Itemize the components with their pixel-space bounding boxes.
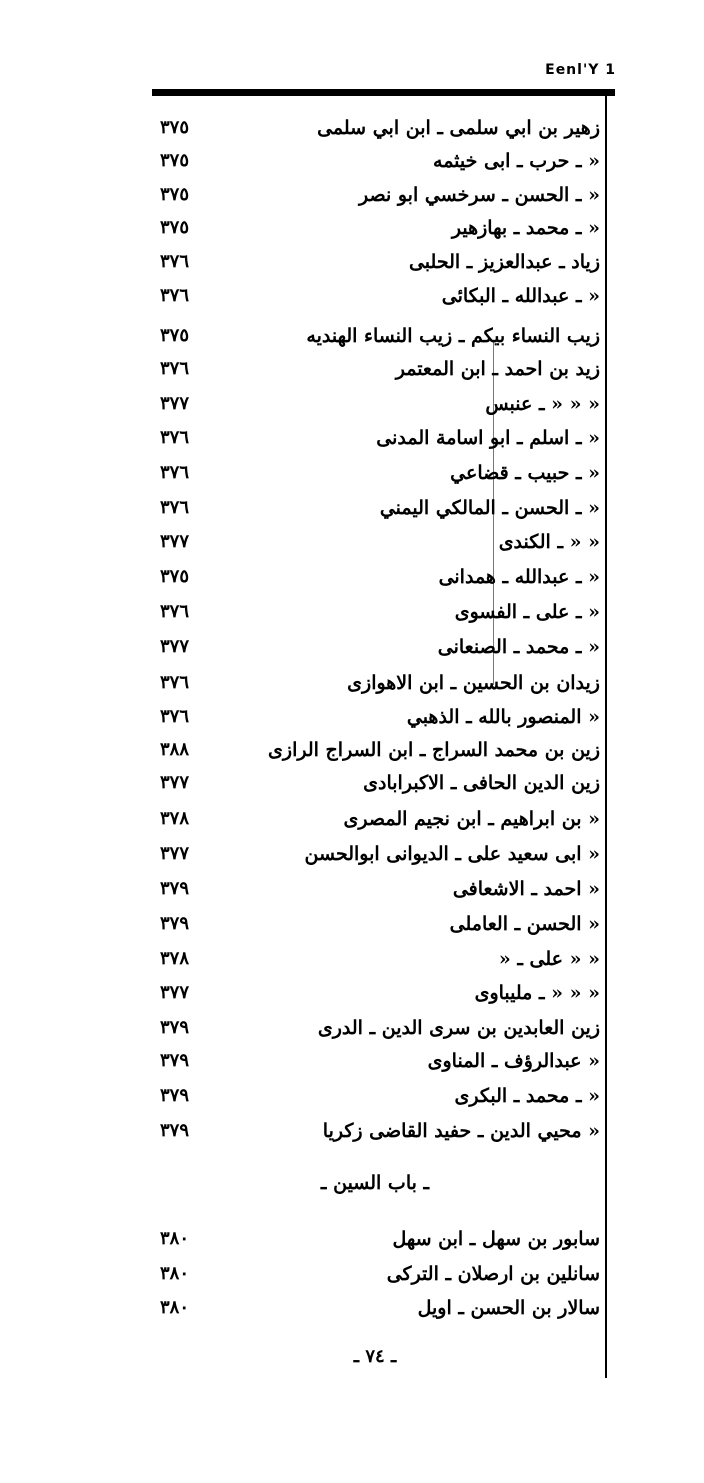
entry-page: ٣٧٥ [160, 325, 190, 346]
entry-page: ٣٧٥ [160, 150, 190, 171]
entry-name: سالار بن الحسن ـ اويل [417, 1297, 600, 1319]
index-entry [150, 837, 600, 871]
entry-page: ٣٧٦ [160, 285, 190, 306]
entry-page: ٣٧٦ [160, 462, 190, 483]
entry-page: ٣٧٩ [160, 878, 190, 899]
entry-page: ٣٧٧ [160, 393, 190, 414]
entry-name: « بن ابراهيم ـ ابن نجيم المصرى [343, 808, 600, 830]
entry-name: « « « ـ عنبس [485, 393, 600, 415]
entry-name: « عبدالرؤف ـ المناوى [427, 1050, 600, 1072]
entry-page: ٣٧٨ [160, 948, 190, 969]
entry-name: زين العابدين بن سرى الدين ـ الدرى [317, 1017, 600, 1039]
index-entry [150, 456, 600, 490]
entry-name: « ـ عبدالله ـ همدانى [438, 566, 600, 588]
index-entry [150, 1011, 600, 1045]
entry-name: سابور بن سهل ـ ابن سهل [392, 1228, 600, 1250]
index-entry [150, 1114, 600, 1148]
index-entry [150, 666, 600, 700]
index-entry [150, 421, 600, 455]
index-entry [150, 1044, 600, 1078]
index-entry [150, 630, 600, 664]
entry-name: زين الدين الحافى ـ الاكبرابادى [363, 772, 600, 794]
entry-page: ٣٧٦ [160, 427, 190, 448]
entry-name: « ـ محمد ـ البكرى [454, 1085, 600, 1107]
entry-name: « « على ـ « [498, 948, 600, 970]
entry-name: « ـ محمد ـ الصنعانى [437, 636, 600, 658]
index-entry [150, 352, 600, 386]
entry-name: زهير بن ابي سلمى ـ ابن ابي سلمى [317, 117, 600, 139]
index-entry [150, 111, 600, 145]
entry-page: ٣٧٩ [160, 1120, 190, 1141]
entry-name: « ـ على ـ الفسوى [454, 601, 600, 623]
entry-page: ٣٧٩ [160, 1050, 190, 1071]
index-entry [150, 942, 600, 976]
entry-page: ٣٧٥ [160, 184, 190, 205]
entry-name: « ـ الحسن ـ سرخسي ابو نصر [358, 184, 600, 206]
index-entry [150, 1079, 600, 1113]
page-number: ـ ٧٤ ـ [353, 1346, 397, 1367]
entry-page: ٣٧٦ [160, 672, 190, 693]
entry-page: ٣٧٧ [160, 843, 190, 864]
index-entry [150, 1291, 600, 1325]
entry-page: ٣٧٧ [160, 531, 190, 552]
entry-page: ٣٧٩ [160, 913, 190, 934]
entry-page: ٣٨٠ [160, 1263, 190, 1284]
entry-name: « احمد ـ الاشعافى [452, 878, 600, 900]
index-entry [150, 872, 600, 906]
index-entry [150, 491, 600, 525]
entry-name: « « « ـ مليباوى [474, 982, 600, 1004]
running-header: Eenl'Y 1 [545, 62, 616, 78]
entry-page: ٣٧٦ [160, 251, 190, 272]
index-entry [150, 700, 600, 734]
entry-name: « ـ حبيب ـ قضاعي [450, 462, 600, 484]
index-entry [150, 1257, 600, 1291]
entry-name: « ـ حرب ـ ابى خيثمه [433, 150, 600, 172]
entry-page: ٣٨٠ [160, 1228, 190, 1249]
entry-page: ٣٧٩ [160, 1017, 190, 1038]
entry-name: « ـ اسلم ـ ابو اسامة المدنى [376, 427, 600, 449]
entry-page: ٣٧٥ [160, 117, 190, 138]
entry-name: « المنصور بالله ـ الذهبي [406, 706, 600, 728]
entry-name: « ـ عبدالله ـ البكائى [441, 285, 600, 307]
entry-name: زين بن محمد السراج ـ ابن السراج الرازى [268, 739, 600, 761]
entry-name: « ابى سعيد على ـ الديوانى ابوالحسن [304, 843, 600, 865]
index-entry [150, 387, 600, 421]
entry-name: زيب النساء بيكم ـ زيب النساء الهنديه [306, 325, 600, 347]
entry-page: ٣٧٧ [160, 982, 190, 1003]
index-entry [150, 766, 600, 800]
entry-name: زيد بن احمد ـ ابن المعتمر [395, 358, 600, 380]
index-entry [150, 178, 600, 212]
index-entry [150, 976, 600, 1010]
entry-name: « « ـ الكندى [498, 531, 600, 553]
entry-page: ٣٧٦ [160, 497, 190, 518]
entry-name: « ـ محمد ـ بهازهير [451, 217, 600, 239]
entry-page: ٣٧٦ [160, 358, 190, 379]
entry-page: ٣٧٦ [160, 601, 190, 622]
entry-page: ٣٨٨ [160, 739, 190, 760]
entry-name: سانلين بن ارصلان ـ التركى [386, 1263, 600, 1285]
entry-page: ٣٧٨ [160, 808, 190, 829]
entry-page: ٣٧٧ [160, 772, 190, 793]
entry-page: ٣٧٧ [160, 636, 190, 657]
entry-page: ٣٧٦ [160, 706, 190, 727]
index-entry [150, 211, 600, 245]
index-entry [150, 595, 600, 629]
index-entry [150, 245, 600, 279]
entry-name: زياد ـ عبدالعزيز ـ الحلبى [408, 251, 600, 273]
index-entry [150, 733, 600, 767]
entry-name: زيدان بن الحسين ـ ابن الاهوازى [347, 672, 600, 694]
index-entry [150, 279, 600, 313]
entry-page: ٣٧٥ [160, 217, 190, 238]
entry-name: « ـ الحسن ـ المالكي اليمني [379, 497, 600, 519]
index-entry [150, 319, 600, 353]
entry-page: ٣٨٠ [160, 1297, 190, 1318]
index-entry [150, 560, 600, 594]
index-entry [150, 525, 600, 559]
entry-name: « محيي الدين ـ حفيد القاضى زكريا [322, 1120, 600, 1142]
entry-page: ٣٧٩ [160, 1085, 190, 1106]
section-heading: ـ باب السين ـ [320, 1172, 430, 1194]
index-entry [150, 802, 600, 836]
index-entry [150, 144, 600, 178]
entry-name: « الحسن ـ العاملى [449, 913, 600, 935]
entry-page: ٣٧٥ [160, 566, 190, 587]
index-entry [150, 1222, 600, 1256]
index-entry [150, 907, 600, 941]
